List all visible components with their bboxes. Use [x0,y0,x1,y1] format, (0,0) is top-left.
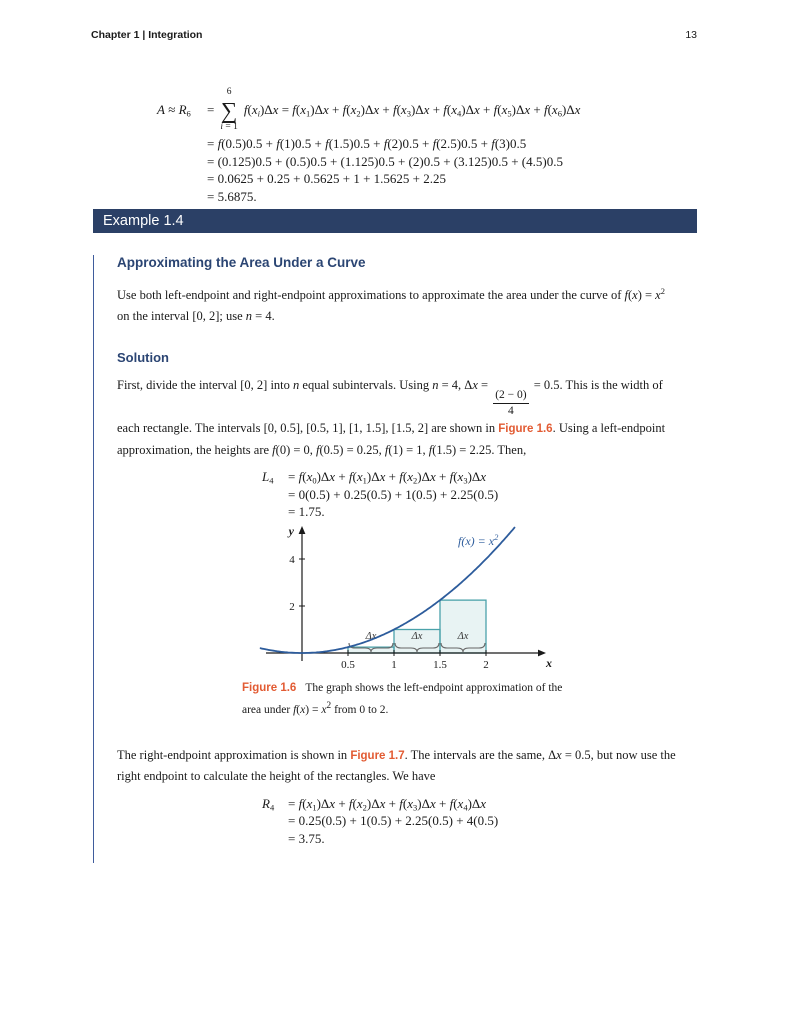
figure-1-7-ref[interactable]: Figure 1.7 [350,749,405,762]
equation-row [262,486,697,504]
svg-text:2: 2 [289,600,295,613]
svg-text:x: x [546,655,552,670]
inline-fraction [493,389,528,418]
equation-row [157,88,580,132]
svg-text:1.5: 1.5 [433,658,447,671]
summation-lower-limit: i = 1 [220,121,238,132]
equation-line: = (0.125)0.5 + (0.5)0.5 + (1.125)0.5 + (2)0.5 + (3.125)0.5 + (4.5)0.5 [207,153,563,169]
equation-line: $f(x_i)\Delta x = f(x_1)\Delta x + f(x_2)\Delta x + f(x_3)\Delta x + f(x_4)\Delta x + f(x_5)\Delta x + f(x_6)\Delta x$ [243,102,581,119]
equation-row [262,503,697,521]
problem-statement: Use both left-endpoint and right-endpoint approximations to approximate the area under the curve of $f(x) = x^2$ on the interval [0, 2]; use n = 4. [117,286,665,323]
equation-line: = 0.0625 + 0.25 + 0.5625 + 1 + 1.5625 + 2.25 [207,171,446,186]
equation-row [157,170,580,188]
example-banner [93,209,697,233]
svg-text:1: 1 [391,658,397,671]
equation-line: = f(0.5)0.5 + f(1)0.5 + f(1.5)0.5 + f(2)0.5 + f(2.5)0.5 + f(3)0.5 [207,136,527,151]
page-number: 13 [685,29,697,41]
equation-lhs: $A \approx R_6$ [157,102,191,119]
equals-sign: = [207,102,215,118]
r4-equation-block [262,795,697,848]
svg-text:y: y [288,523,294,538]
figure-caption-label: Figure 1.6 [242,681,297,694]
equation-line: = $f(x_1)\Delta x + f(x_2)\Delta x + f(x_3)\Delta x + f(x_4)\Delta x$ [288,795,487,813]
equation-row [157,135,580,153]
equation-row [262,812,697,830]
svg-text:f(x) = x2: $f(x) = x^2$ [458,531,499,548]
running-head: Chapter 1 | Integration [91,29,203,41]
summation-symbol: ∑ [220,97,238,123]
example-body [93,255,697,863]
equation-line: = 0(0.5) + 0.25(0.5) + 1(0.5) + 2.25(0.5) [288,486,499,502]
equation-line: = $f(x_0)\Delta x + f(x_1)\Delta x + f(x_2)\Delta x + f(x_3)\Delta x$ [288,469,487,486]
equation-row [262,830,697,848]
solution-heading: Solution [117,350,169,365]
figure-caption-text: The graph shows the left-endpoint approximation of the area under $f(x) = x^2$ from 0 to 2. [242,681,563,717]
equation-lhs: $R_4$ [262,795,275,813]
equation-line: = 1.75. [288,504,325,520]
equation-line: = 0.25(0.5) + 1(0.5) + 2.25(0.5) + 4(0.5) [288,813,499,829]
example-banner-label: Example 1.4 [103,213,184,229]
r6-equation-block [157,88,580,205]
figure-1-6-chart [256,523,556,675]
fraction-numerator: (2 − 0) [493,389,528,404]
solution-paragraph [117,375,677,460]
page-header [91,29,697,41]
summation-upper-limit: 6 [226,87,232,97]
svg-text:2: 2 [483,658,489,671]
fraction-denominator: 4 [508,405,514,418]
figure-1-6 [117,523,697,720]
svg-text:Δx: Δx [411,630,423,642]
equation-line: = 5.6875. [207,188,257,204]
equation-lhs: $L_4$ [262,469,274,486]
solution-text: First, divide the interval [0, 2] into n equal subintervals. Using n = 4, Δx = [117,378,492,392]
paragraph-text: . The intervals are the same, Δx = 0.5, but now use the right endpoint to calculate the height of the rectangles. We have [117,747,676,784]
svg-text:4: 4 [289,553,295,566]
summation [220,88,238,132]
svg-text:0.5: 0.5 [341,658,355,671]
equation-row [262,468,697,486]
right-endpoint-paragraph [117,745,677,787]
example-title: Approximating the Area Under a Curve [117,255,366,270]
solution-text: . Using a left-endpoint approximation, the heights are f(0) = 0, f(0.5) = 0.25, f(1) = 1, f(1.5) = 2.25. Then, [117,421,666,457]
figure-caption [242,679,564,720]
example-box [93,209,697,846]
equation-line: = 3.75. [288,830,325,846]
equation-row [262,795,697,813]
svg-text:Δx: Δx [365,630,377,642]
paragraph-text: The right-endpoint approximation is shown in [117,747,351,762]
svg-text:Δx: Δx [457,630,469,642]
solution-text: = 0.5. This is the width of each rectangle. The intervals [0, 0.5], [0.5, 1], [1, 1.5], [1.5, 2] are shown in [117,378,663,436]
l4-equation-block [262,468,697,521]
figure-1-6-ref[interactable]: Figure 1.6 [498,423,553,436]
equation-row [157,188,580,206]
equation-row [157,153,580,171]
